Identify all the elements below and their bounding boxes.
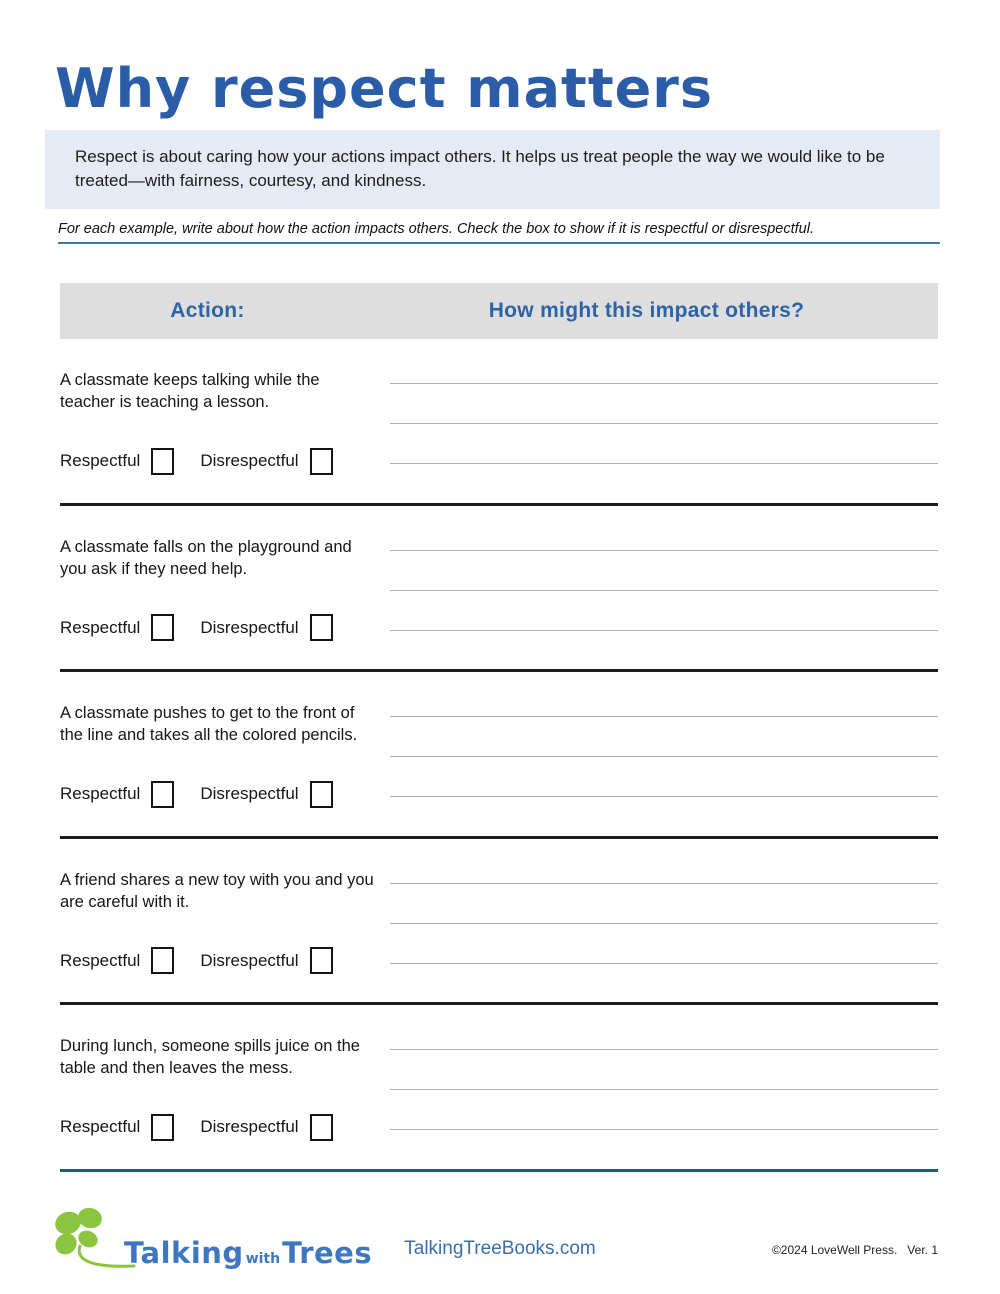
action-cell	[60, 672, 390, 836]
logo-word-talking: Talking	[124, 1236, 244, 1270]
impact-cell	[390, 672, 938, 836]
respectful-checkbox[interactable]	[151, 1114, 174, 1141]
disrespectful-label: Disrespectful	[200, 451, 299, 470]
disrespectful-group	[200, 448, 332, 475]
table-row	[60, 672, 938, 839]
respectful-checkbox[interactable]	[151, 947, 174, 974]
action-text: A classmate falls on the playground and you ask if they need help.	[60, 537, 352, 578]
disrespectful-group	[200, 947, 332, 974]
answer-line[interactable]	[390, 591, 938, 631]
checkbox-row	[60, 781, 333, 808]
action-cell	[60, 839, 390, 1003]
disrespectful-label: Disrespectful	[200, 784, 299, 803]
respectful-label: Respectful	[60, 451, 141, 470]
disrespectful-checkbox[interactable]	[310, 1114, 333, 1141]
table-row	[60, 1005, 938, 1172]
action-text: A classmate pushes to get to the front of the line and takes all the colored pencils.	[60, 704, 358, 744]
action-text: A friend shares a new toy with you and you are careful with it.	[60, 870, 374, 911]
respectful-label: Respectful	[60, 1117, 141, 1136]
respectful-group	[60, 448, 174, 475]
table-header-band	[60, 283, 938, 339]
logo-word-trees: Trees	[282, 1236, 373, 1270]
checkbox-row	[60, 448, 333, 475]
answer-line[interactable]	[390, 1010, 938, 1050]
disrespectful-group	[200, 1114, 332, 1141]
answer-line[interactable]	[390, 344, 938, 384]
answer-line[interactable]	[390, 511, 938, 551]
respectful-group	[60, 1114, 174, 1141]
answer-line[interactable]	[390, 717, 938, 757]
respectful-checkbox[interactable]	[151, 614, 174, 641]
answer-line[interactable]	[390, 844, 938, 884]
respectful-label: Respectful	[60, 950, 141, 970]
impact-cell	[390, 839, 938, 1003]
disrespectful-checkbox[interactable]	[310, 947, 333, 974]
respectful-group	[60, 614, 174, 641]
disrespectful-label: Disrespectful	[200, 1117, 299, 1136]
answer-line[interactable]	[390, 1050, 938, 1090]
website-link[interactable]: TalkingTreeBooks.com	[404, 1238, 596, 1259]
answer-line[interactable]	[390, 384, 938, 424]
disrespectful-group	[200, 781, 332, 808]
answer-line[interactable]	[390, 924, 938, 964]
action-text: During lunch, someone spills juice on the table and then leaves the mess.	[60, 1037, 360, 1077]
logo-word-with: with	[245, 1251, 281, 1267]
column-header-action: Action:	[170, 299, 245, 322]
disrespectful-checkbox[interactable]	[310, 781, 333, 808]
respectful-group	[60, 947, 174, 974]
impact-cell	[390, 1005, 938, 1169]
answer-line[interactable]	[390, 757, 938, 797]
respectful-checkbox[interactable]	[151, 781, 174, 808]
instruction-text: For each example, write about how the action impacts others. Check the box to show if it is respectful or disrespectful.	[58, 221, 940, 244]
answer-line[interactable]	[390, 424, 938, 464]
table-row	[60, 339, 938, 506]
intro-box	[45, 130, 940, 209]
disrespectful-group	[200, 614, 332, 641]
respectful-group	[60, 781, 174, 808]
table-row	[60, 839, 938, 1006]
intro-paragraph: Respect is about caring how your actions impact others. It helps us treat people the way we would like to be treated—with fairness, courtesy, and kindness.	[75, 147, 885, 190]
disrespectful-label: Disrespectful	[200, 950, 299, 970]
checkbox-row	[60, 947, 333, 974]
disrespectful-checkbox[interactable]	[310, 448, 333, 475]
disrespectful-checkbox[interactable]	[310, 614, 333, 641]
answer-line[interactable]	[390, 551, 938, 591]
action-text: A classmate keeps talking while the teacher is teaching a lesson.	[60, 371, 320, 411]
impact-cell	[390, 506, 938, 670]
respectful-label: Respectful	[60, 617, 141, 637]
impact-cell	[390, 339, 938, 503]
column-header-impact: How might this impact others?	[488, 299, 805, 322]
copyright-text: ©2024 LoveWell Press. Ver. 1	[771, 1243, 938, 1257]
answer-line[interactable]	[390, 1090, 938, 1130]
table-row	[60, 506, 938, 673]
disrespectful-label: Disrespectful	[200, 617, 299, 637]
respectful-checkbox[interactable]	[151, 448, 174, 475]
answer-line[interactable]	[390, 884, 938, 924]
respectful-label: Respectful	[60, 784, 141, 803]
action-cell	[60, 506, 390, 670]
answer-line[interactable]	[390, 677, 938, 717]
checkbox-row	[60, 614, 333, 641]
checkbox-row	[60, 1114, 333, 1141]
action-cell	[60, 339, 390, 503]
worksheet-rows	[60, 339, 938, 1172]
page-title: Why respect matters	[55, 57, 714, 120]
action-cell	[60, 1005, 390, 1169]
